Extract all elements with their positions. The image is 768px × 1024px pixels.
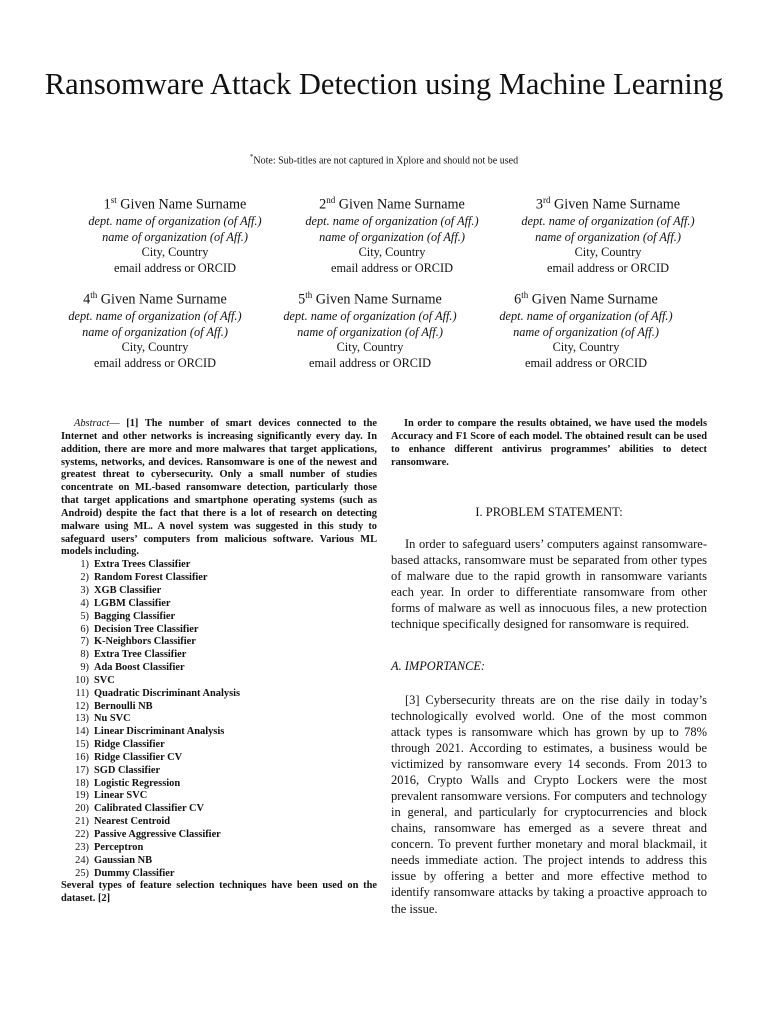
list-number: 12) (75, 700, 89, 712)
model-list-item (61, 598, 377, 611)
model-name: SVC (94, 674, 115, 686)
model-list-item (61, 636, 377, 649)
list-number: 1) (80, 559, 89, 571)
list-number: 19) (75, 790, 89, 802)
author-city: City, Country (574, 245, 642, 260)
author-city: City, Country (552, 340, 620, 355)
list-number: 24) (75, 854, 89, 866)
model-name: Ada Boost Classifier (94, 662, 185, 674)
author-name: 6th Given Name Surname (514, 290, 658, 308)
list-number: 18) (75, 777, 89, 789)
model-list-item (61, 739, 377, 752)
author-email: email address or ORCID (309, 356, 431, 371)
section-heading: I. PROBLEM STATEMENT: (475, 504, 623, 519)
model-list-item (61, 752, 377, 765)
model-name: Ridge Classifier CV (94, 751, 183, 763)
abstract-body: [1] The number of smart devices connected to the Internet and other networks is increasing significantly every day. In addition, there are more and more malwares that target applications, systems, networks, and devices. Ransomware is one of the newest and greatest threat to cybersecurity. Only a small number of studies concentrate on ML-based ransomware detection, particularly those that target applications and smartphone operating systems (such as Android) despite the fact that there is a lot of research on detecting malware using ML. A novel system was suggested in this study to safeguard users’ computers from malicious software. Various ML models including. (61, 418, 377, 558)
subtitle-note-text: Note: Sub-titles are not captured in Xplore and should not be used (253, 155, 519, 167)
list-number: 23) (75, 841, 89, 853)
abstract-heading: Abstract (74, 418, 110, 429)
model-list-item (61, 701, 377, 714)
model-list-item (61, 765, 377, 778)
model-name: Logistic Regression (94, 777, 181, 789)
list-number: 22) (75, 829, 89, 840)
author-dept: dept. name of organization (of Aff.) (88, 213, 262, 228)
model-name: Bagging Classifier (94, 610, 176, 622)
model-name: Ridge Classifier (94, 739, 165, 751)
model-list-item (61, 688, 377, 701)
model-list-item (61, 649, 377, 662)
model-name: Decision Tree Classifier (94, 623, 199, 635)
model-name: Nearest Centroid (94, 816, 171, 828)
list-number: 14) (75, 726, 89, 738)
author-block (40, 287, 270, 372)
author-name: 2nd Given Name Surname (319, 195, 465, 213)
author-city: City, Country (336, 340, 404, 355)
model-list-item (61, 726, 377, 739)
model-list-item (61, 713, 377, 726)
subtitle-note (0, 153, 768, 166)
model-name: Dummy Classifier (94, 867, 175, 879)
list-number: 20) (75, 803, 89, 815)
footnote-mark: * (249, 153, 254, 161)
model-name: Passive Aggressive Classifier (94, 829, 221, 840)
model-name: Random Forest Classifier (94, 572, 208, 584)
author-org: name of organization (of Aff.) (297, 324, 443, 339)
problem-statement-paragraph: In order to safeguard users’ computers against ransomware-based attacks, ransomware must be separated from other types of malware due to the rapid growth in ransomware variants each year. In order to differentiate ransomware from other forms of malware as well as innocuous files, a new protection technique specifically designed for ransomware is required. (391, 536, 707, 631)
list-number: 2) (80, 572, 89, 584)
model-list-item (61, 662, 377, 675)
model-list-item (61, 624, 377, 637)
list-number: 11) (75, 687, 89, 699)
model-list-item (61, 559, 377, 572)
author-dept: dept. name of organization (of Aff.) (305, 213, 479, 228)
abstract-closing: Several types of feature selection techniques have been used on the dataset. [2] (61, 880, 377, 905)
abstract-paragraph (61, 418, 377, 559)
intro-paragraph: In order to compare the results obtained, we have used the models Accuracy and F1 Score of each model. The obtained result can be used to enhance different antivirus programmes’ abilities to detect ransomware. (391, 418, 707, 468)
author-city: City, Country (141, 245, 209, 260)
author-email: email address or ORCID (525, 356, 647, 371)
list-number: 7) (80, 636, 89, 648)
list-number: 8) (80, 649, 89, 661)
model-list-item (61, 572, 377, 585)
author-name: 4th Given Name Surname (83, 290, 227, 308)
list-number: 21) (75, 816, 89, 828)
model-name: Linear SVC (94, 790, 148, 802)
author-email: email address or ORCID (114, 261, 236, 276)
list-number: 9) (80, 662, 89, 674)
author-email: email address or ORCID (547, 261, 669, 276)
model-name: Extra Trees Classifier (94, 559, 191, 571)
model-list-item (61, 842, 377, 855)
model-name: LGBM Classifier (94, 597, 171, 609)
list-number: 16) (75, 751, 89, 763)
paper-title: Ransomware Attack Detection using Machine Learning (44, 67, 724, 101)
model-name: Perceptron (94, 841, 144, 853)
list-number: 3) (80, 584, 89, 596)
author-dept: dept. name of organization (of Aff.) (68, 308, 242, 323)
model-name: Quadratic Discriminant Analysis (94, 687, 241, 699)
model-name: Linear Discriminant Analysis (94, 726, 225, 738)
author-org: name of organization (of Aff.) (102, 229, 248, 244)
subsection-heading: A. IMPORTANCE: (391, 658, 486, 673)
author-block (60, 192, 290, 277)
model-list-item (61, 855, 377, 868)
model-list (61, 559, 377, 880)
author-city: City, Country (121, 340, 189, 355)
model-list-item (61, 790, 377, 803)
model-name: Calibrated Classifier CV (94, 803, 205, 815)
list-number: 25) (75, 867, 89, 879)
model-name: Nu SVC (94, 713, 131, 725)
author-name: 1st Given Name Surname (103, 195, 247, 213)
author-email: email address or ORCID (331, 261, 453, 276)
author-org: name of organization (of Aff.) (513, 324, 659, 339)
model-list-item (61, 585, 377, 598)
right-column (391, 418, 707, 917)
author-org: name of organization (of Aff.) (319, 229, 465, 244)
author-dept: dept. name of organization (of Aff.) (283, 308, 457, 323)
author-block (471, 287, 701, 372)
author-city: City, Country (358, 245, 426, 260)
model-name: Gaussian NB (94, 854, 153, 866)
author-name: 5th Given Name Surname (298, 290, 442, 308)
model-list-item (61, 611, 377, 624)
model-name: K-Neighbors Classifier (94, 636, 196, 648)
list-number: 4) (80, 597, 89, 609)
list-number: 5) (80, 610, 89, 622)
author-dept: dept. name of organization (of Aff.) (521, 213, 695, 228)
author-org: name of organization (of Aff.) (535, 229, 681, 244)
model-list-item (61, 803, 377, 816)
list-number: 10) (75, 674, 89, 686)
abstract-column (61, 418, 377, 906)
author-block (493, 192, 723, 277)
importance-paragraph: [3] Cybersecurity threats are on the rise daily in today’s technologically evolved world. One of the most common attack types is ransomware which has grown by up to 78% through 2021. According to estimates, a business would be victimized by ransomware every 14 seconds. From 2013 to 2016, Crypto Walls and Crypto Lockers were the most prevalent ransomware versions. For computers and technology in general, and particularly for cryptocurrencies and block chains, ransomware has emerged as a severe threat and concern. To prevent further monetary and moral blackmail, it needs immediate action. The project intends to address this issue by offering a better and more effective method to identify ransomware attacks by taking a proactive approach to the issue. (391, 692, 707, 916)
author-block (255, 287, 485, 372)
author-org: name of organization (of Aff.) (82, 324, 228, 339)
model-list-item (61, 675, 377, 688)
list-number: 17) (75, 764, 89, 776)
author-dept: dept. name of organization (of Aff.) (499, 308, 673, 323)
list-number: 13) (75, 713, 89, 725)
author-email: email address or ORCID (94, 356, 216, 371)
author-name: 3rd Given Name Surname (535, 195, 681, 213)
model-name: XGB Classifier (94, 584, 162, 596)
author-block (277, 192, 507, 277)
list-number: 15) (75, 739, 89, 751)
list-number: 6) (80, 623, 89, 635)
model-list-item (61, 778, 377, 791)
model-name: SGD Classifier (94, 764, 161, 776)
model-name: Extra Tree Classifier (94, 649, 187, 661)
model-list-item (61, 868, 377, 881)
model-list-item (61, 816, 377, 829)
abstract-dash: — (109, 418, 120, 429)
model-name: Bernoulli NB (94, 700, 153, 712)
model-list-item (61, 829, 377, 842)
